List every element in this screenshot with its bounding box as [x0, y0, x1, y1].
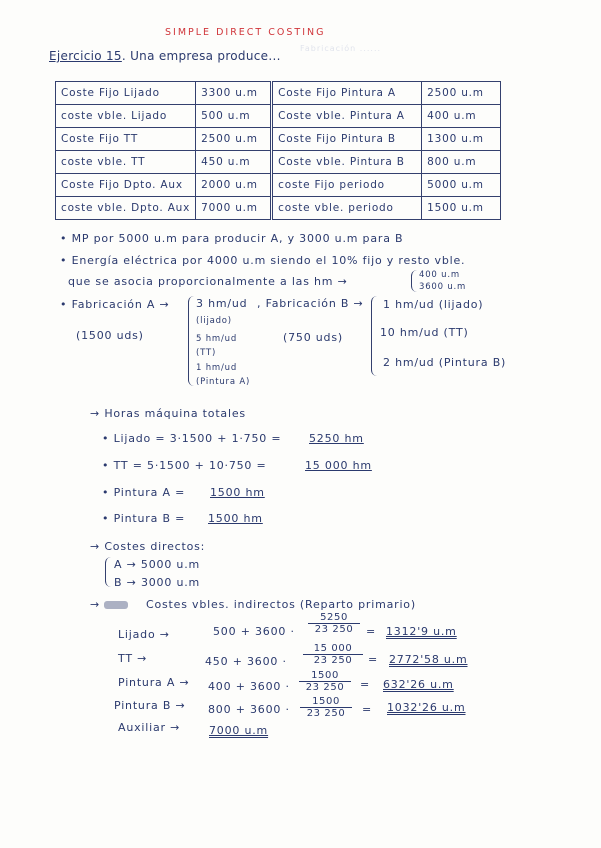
indirect-row-label: Lijado → — [118, 628, 170, 641]
fabrication-a-label: • Fabricación A → — [60, 298, 170, 311]
indirect-row-label: Pintura B → — [114, 699, 186, 712]
equals-sign: = — [360, 678, 371, 691]
fraction-denominator: 23 250 — [305, 682, 345, 693]
table-row — [56, 151, 501, 174]
table-cell: Coste Fijo Pintura B — [272, 128, 422, 151]
table-cell: coste vble. TT — [56, 151, 196, 174]
fraction-numerator: 15 000 — [303, 643, 363, 655]
indirect-row-expr: 800 + 3600 · — [208, 703, 290, 716]
indirect-fraction — [303, 643, 363, 666]
table-cell: 1300 u.m — [422, 128, 501, 151]
faint-text: Fabricación ...... — [300, 44, 382, 53]
exercise-label: Ejercicio 15 — [49, 49, 122, 63]
note-energy-1: • Energía eléctrica por 4000 u.m siendo el 10% fijo y resto vble. — [60, 254, 466, 267]
indirect-row-result: 1032'26 u.m — [387, 701, 466, 714]
indirect-fraction — [308, 612, 360, 635]
auxiliar-result: 7000 u.m — [209, 724, 269, 737]
table-cell: 2500 u.m — [196, 128, 272, 151]
fabrication-b-brace — [371, 296, 378, 376]
energy-split-fixed: 400 u.m — [419, 270, 460, 280]
table-cell: 800 u.m — [422, 151, 501, 174]
page-title: SIMPLE DIRECT COSTING — [165, 27, 326, 38]
table-row — [56, 128, 501, 151]
machine-hours-result: 5250 hm — [309, 432, 364, 445]
table-row — [56, 105, 501, 128]
machine-hours-line: • Pintura B = — [102, 512, 186, 525]
fraction-numerator: 5250 — [308, 612, 360, 624]
exercise-text: . Una empresa produce... — [121, 49, 281, 63]
table-cell: Coste Fijo Lijado — [56, 82, 196, 105]
fab-a-item: 1 hm/ud — [196, 363, 238, 373]
fab-a-item: (TT) — [196, 348, 217, 358]
fab-a-item: 3 hm/ud — [196, 297, 248, 310]
fabrication-b-units: (750 uds) — [283, 331, 343, 344]
indirect-row-expr: 500 + 3600 · — [213, 625, 295, 638]
fabrication-a-units: (1500 uds) — [76, 329, 144, 342]
machine-hours-line: • Lijado = 3·1500 + 1·750 = — [102, 432, 282, 445]
table-cell: coste vble. Lijado — [56, 105, 196, 128]
table-cell: Coste vble. Pintura A — [272, 105, 422, 128]
table-cell: coste vble. Dpto. Aux — [56, 197, 196, 220]
table-row — [56, 197, 501, 220]
energy-brace — [411, 270, 418, 292]
machine-hours-line: • Pintura A = — [102, 486, 186, 499]
table-cell: 3300 u.m — [196, 82, 272, 105]
exercise-heading — [49, 49, 281, 63]
fraction-numerator: 1500 — [299, 670, 351, 682]
cost-table — [55, 81, 501, 220]
table-row — [56, 174, 501, 197]
scribble-mark — [104, 601, 128, 609]
table-cell: 2500 u.m — [422, 82, 501, 105]
equals-sign: = — [366, 625, 377, 638]
table-cell: Coste vble. Pintura B — [272, 151, 422, 174]
direct-cost-a: A → 5000 u.m — [114, 558, 201, 571]
table-cell: 7000 u.m — [196, 197, 272, 220]
indirect-row-expr: 400 + 3600 · — [208, 680, 290, 693]
fab-b-item: 10 hm/ud (TT) — [380, 326, 469, 339]
fraction-denominator: 23 250 — [313, 655, 353, 666]
table-cell: 2000 u.m — [196, 174, 272, 197]
energy-split-variable: 3600 u.m — [419, 282, 467, 292]
note-energy-2: que se asocia proporcionalmente a las hm → — [68, 275, 348, 288]
table-cell: 5000 u.m — [422, 174, 501, 197]
direct-cost-b: B → 3000 u.m — [114, 576, 201, 589]
fabrication-b-label: , Fabricación B → — [257, 297, 364, 310]
direct-costs-brace — [105, 557, 112, 587]
indirect-row-result: 632'26 u.m — [383, 678, 454, 691]
indirect-fraction — [299, 670, 351, 693]
indirect-fraction — [300, 696, 352, 719]
direct-costs-heading: → Costes directos: — [90, 540, 206, 553]
table-cell: coste Fijo periodo — [272, 174, 422, 197]
indirect-heading-arrow: → — [90, 598, 128, 611]
fraction-denominator: 23 250 — [306, 708, 346, 719]
indirect-row-label: Pintura A → — [118, 676, 190, 689]
table-cell: 400 u.m — [422, 105, 501, 128]
fab-b-item: 2 hm/ud (Pintura B) — [383, 356, 507, 369]
table-cell: Coste Fijo TT — [56, 128, 196, 151]
fab-a-item: (lijado) — [196, 316, 232, 326]
machine-hours-result: 1500 hm — [208, 512, 263, 525]
table-cell: Coste Fijo Pintura A — [272, 82, 422, 105]
table-cell: Coste Fijo Dpto. Aux — [56, 174, 196, 197]
table-cell: 1500 u.m — [422, 197, 501, 220]
table-cell: 500 u.m — [196, 105, 272, 128]
indirect-row-label: TT → — [118, 652, 148, 665]
fraction-numerator: 1500 — [300, 696, 352, 708]
table-cell: 450 u.m — [196, 151, 272, 174]
indirect-heading: Costes vbles. indirectos (Reparto primario) — [146, 598, 416, 611]
equals-sign: = — [368, 653, 379, 666]
machine-hours-heading: → Horas máquina totales — [90, 407, 246, 420]
table-cell: coste vble. periodo — [272, 197, 422, 220]
fab-b-item: 1 hm/ud (lijado) — [383, 298, 484, 311]
fraction-denominator: 23 250 — [314, 624, 354, 635]
note-mp: • MP por 5000 u.m para producir A, y 3000 u.m para B — [60, 232, 404, 245]
indirect-row-result: 2772'58 u.m — [389, 653, 468, 666]
fab-a-item: (Pintura A) — [196, 377, 251, 387]
machine-hours-result: 1500 hm — [210, 486, 265, 499]
fab-a-item: 5 hm/ud — [196, 334, 238, 344]
machine-hours-line: • TT = 5·1500 + 10·750 = — [102, 459, 267, 472]
indirect-row-expr: 450 + 3600 · — [205, 655, 287, 668]
fabrication-a-brace — [188, 296, 195, 386]
auxiliar-label: Auxiliar → — [118, 721, 181, 734]
table-row — [56, 82, 501, 105]
machine-hours-result: 15 000 hm — [305, 459, 372, 472]
equals-sign: = — [362, 703, 373, 716]
indirect-row-result: 1312'9 u.m — [386, 625, 457, 638]
